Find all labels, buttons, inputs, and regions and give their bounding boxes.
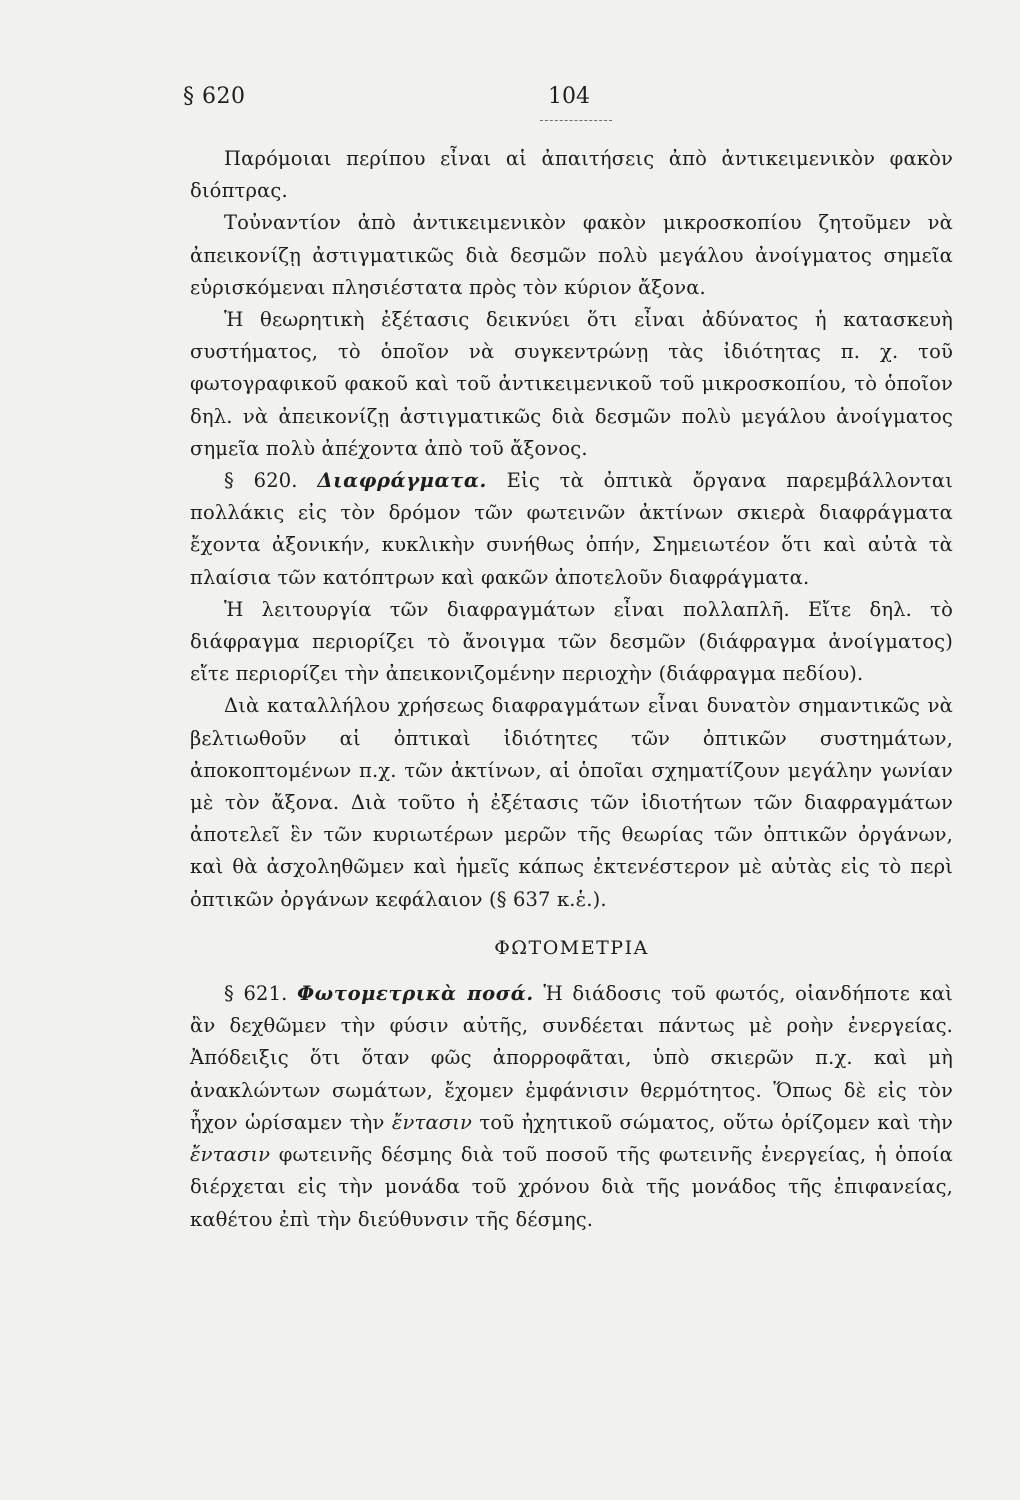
paragraph: Ἡ θεωρητικὴ ἐξέτασις δεικνύει ὅτι εἶναι ἀδύνατος ἡ κατασκευὴ συστήματος, τὸ ὁποῖον νὰ συγκεντρώνῃ τὰς ἰδιότητας π. χ. τοῦ φωτογραφικοῦ φακοῦ καὶ τοῦ ἀντικειμενικοῦ τοῦ μικροσκοπίου, τὸ ὁποῖον δηλ. νὰ ἀπεικονίζῃ ἀστιγματικῶς διὰ δεσμῶν πολὺ μεγάλου ἀνοίγματος σημεῖα πολὺ ἀπέχοντα ἀπὸ τοῦ ἄξονος. bbox=[190, 308, 953, 460]
emphasis-term: ἔντασιν bbox=[391, 1110, 473, 1134]
paragraph-section-620 bbox=[190, 465, 953, 594]
emphasis-term: ἔντασιν bbox=[190, 1143, 271, 1167]
section-text: τοῦ ἠχητικοῦ σώματος, οὕτω ὁρίζομεν καὶ τὴν bbox=[479, 1110, 953, 1134]
body-text bbox=[190, 143, 953, 1236]
page-number-underline bbox=[540, 118, 612, 121]
paragraph: Τοὐναντίον ἀπὸ ἀντικειμενικὸν φακὸν μικροσκοπίου ζητοῦμεν νὰ ἀπεικονίζῃ ἀστιγματικῶς διὰ δεσμῶν πολὺ μεγάλου ἀνοίγματος σημεῖα εὑρισκόμεναι πλησιέστατα πρὸς τὸν κύριον ἄξονα. bbox=[190, 211, 953, 299]
section-title: Φωτομετρικὰ ποσά. bbox=[297, 982, 534, 1006]
section-number: § 621. bbox=[224, 982, 288, 1006]
section-title: Διαφράγματα. bbox=[317, 469, 487, 493]
paragraph: Ἡ λειτουργία τῶν διαφραγμάτων εἶναι πολλαπλῆ. Εἴτε δηλ. τὸ διάφραγμα περιορίζει τὸ ἄνοιγμα τῶν δεσμῶν (διάφραγμα ἀνοίγματος) εἴτε περιορίζει τὴν ἀπεικονιζομένην περιοχὴν (διάφραγμα πεδίου). bbox=[190, 597, 953, 686]
running-section-ref: § 620 bbox=[183, 84, 246, 109]
page-number: 104 bbox=[548, 84, 590, 109]
paragraph: Διὰ καταλλήλου χρήσεως διαφραγμάτων εἶναι δυνατὸν σημαντικῶς νὰ βελτιωθοῦν αἱ ὀπτικαὶ ἰδιότητες τῶν ὀπτικῶν συστημάτων, ἀποκοπτομένων π.χ. τῶν ἀκτίνων, αἱ ὁποῖαι σχηματίζουν μεγάλην γωνίαν μὲ τὸν ἄξονα. Διὰ τοῦτο ἡ ἐξέτασις τῶν ἰδιοτήτων τῶν διαφραγμάτων ἀποτελεῖ ἓν τῶν κυριωτέρων μερῶν τῆς θεωρίας τῶν ὀπτικῶν ὀργάνων, καὶ θὰ ἀσχοληθῶμεν καὶ ἡμεῖς κάπως ἐκτενέστερον μὲ αὐτὰς εἰς τὸ περὶ ὀπτικῶν ὀργάνων κεφάλαιον (§ 637 κ.ἑ.). bbox=[190, 694, 953, 911]
page-header bbox=[0, 84, 1020, 124]
section-text: φωτεινῆς δέσμης διὰ τοῦ ποσοῦ τῆς φωτεινῆς ἐνεργείας, ἡ ὁποία διέρχεται εἰς τὴν μονάδα τοῦ χρόνου διὰ τῆς μονάδος τῆς ἐπιφανείας, καθέτου ἐπὶ τὴν διεύθυνσιν τῆς δέσμης. bbox=[190, 1143, 953, 1231]
paragraph-section-621 bbox=[190, 978, 953, 1236]
section-text: Ἡ διάδοσις τοῦ φωτός, οἱανδήποτε καὶ ἂν δεχθῶμεν τὴν φύσιν αὐτῆς, συνδέεται πάντως μὲ ροὴν ἐνεργείας. Ἀπόδειξις ὅτι ὅταν φῶς ἀπορροφᾶται, ὑπὸ σκιερῶν π.χ. καὶ μὴ ἀνακλώντων σωμάτων, ἔχομεν ἐμφάνισιν θερμότητος. Ὅπως δὲ εἰς τὸν ἦχον ὡρίσαμεν τὴν bbox=[190, 982, 953, 1134]
chapter-heading: ΦΩΤΟΜΕΤΡΙΑ bbox=[494, 936, 649, 959]
paragraph: Παρόμοιαι περίπου εἶναι αἱ ἀπαιτήσεις ἀπὸ ἀντικειμενικὸν φακὸν διόπτρας. bbox=[190, 147, 953, 203]
section-text: Εἰς τὰ ὀπτικὰ ὄργανα παρεμβάλλονται πολλάκις εἰς τὸν δρόμον τῶν φωτεινῶν ἀκτίνων σκιερὰ διαφράγματα ἔχοντα ἀξονικήν, κυκλικὴν συνήθως ὀπήν, Σημειωτέον ὅτι καὶ αὐτὰ τὰ πλαίσια τῶν κατόπτρων καὶ φακῶν ἀποτελοῦν διαφράγματα. bbox=[190, 469, 953, 589]
section-number: § 620. bbox=[224, 469, 298, 493]
